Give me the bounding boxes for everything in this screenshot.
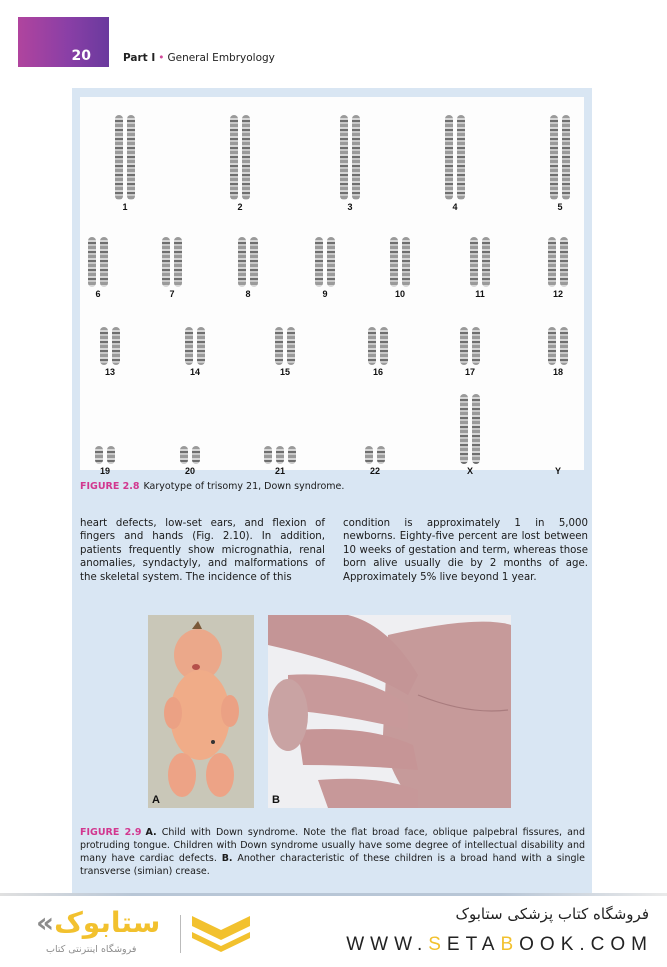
chromosome-21 (260, 394, 300, 476)
chromatid (107, 446, 115, 464)
shop-name: فروشگاه کتاب پزشکی ستابوک (455, 905, 649, 923)
chromatid (95, 446, 103, 464)
chromosome-label: 18 (552, 367, 563, 377)
chromosome-22 (355, 394, 395, 476)
chromatid (88, 237, 96, 287)
child-illustration (148, 615, 254, 808)
chromosome-label: 22 (369, 466, 380, 476)
chromatid (390, 237, 398, 287)
logo-wordmark: ستابوک (54, 906, 161, 939)
photo-a-label: A (152, 794, 160, 806)
url-accent-s: S (428, 934, 447, 955)
chromatid (276, 446, 284, 464)
chromosome-label: 4 (452, 202, 458, 212)
setabook-logo[interactable] (36, 906, 160, 939)
chromatid (185, 327, 193, 365)
chromosome-label: 16 (372, 367, 383, 377)
chromosome-10 (380, 229, 420, 299)
chromosome-8 (228, 229, 268, 299)
chromosome-label: 13 (104, 367, 115, 377)
chromosome-1 (105, 107, 145, 212)
chromatid (560, 237, 568, 287)
url-prefix: WWW. (346, 934, 429, 955)
chromatid (365, 446, 373, 464)
chromosome-label: 7 (169, 289, 175, 299)
chromatid (548, 327, 556, 365)
chromosome-17 (450, 319, 490, 377)
chromosome-label: 11 (475, 289, 485, 299)
chromatid (112, 327, 120, 365)
chromosome-label: 12 (552, 289, 563, 299)
page-number: 20 (71, 48, 91, 64)
chromatid (192, 446, 200, 464)
chromatid (288, 446, 296, 464)
chromatid (174, 237, 182, 287)
chromosome-y (538, 394, 578, 476)
figure-2-8-caption (80, 480, 580, 493)
figure-label: FIGURE 2.8 (80, 481, 140, 492)
chromatid (460, 394, 468, 464)
chromatid (264, 446, 272, 464)
chromatid (197, 327, 205, 365)
photo-b-label: B (272, 794, 280, 806)
chromatid (560, 327, 568, 365)
chromosome-label: 17 (464, 367, 475, 377)
chromatid (472, 394, 480, 464)
logo-tagline: فروشگاه اینترنتی کتاب (46, 944, 137, 955)
chromosome-3 (330, 107, 370, 212)
chromosome-label: 9 (322, 289, 328, 299)
chromosome-5 (540, 107, 580, 212)
chromosome-label: X (466, 466, 473, 476)
part-b-text: Another characteristic of these children is a broad hand with a single transverse (simian) crease. (80, 853, 585, 877)
chromatid (377, 446, 385, 464)
chromatid (327, 237, 335, 287)
part-label: Part I (123, 52, 156, 64)
chromosome-19 (85, 394, 125, 476)
running-head (123, 52, 275, 64)
chromosome-14 (175, 319, 215, 377)
url-mid: ETA (446, 934, 501, 955)
separator: • (158, 52, 165, 64)
chromatid (100, 237, 108, 287)
chromosome-18 (538, 319, 578, 377)
part-a-text: Child with Down syndrome. Note the flat broad face, oblique palpebral fissures, and protruding tongue. Children with Down syndrome usually have some degree of intellectual disability and many have cardiac defects. (80, 827, 585, 864)
hand-illustration (268, 615, 511, 808)
body-text-left: heart defects, low-set ears, and flexion of fingers and hands (Fig. 2.10). In addition, patients frequently show micrognathia, renal anomalies, syndactyly, and malformations of the skeletal system. The incidence of this (80, 518, 325, 583)
section-title: General Embryology (167, 52, 275, 64)
page-number-tab (18, 17, 109, 67)
chromatid (315, 237, 323, 287)
caption-text: Karyotype of trisomy 21, Down syndrome. (143, 481, 345, 492)
chromatid (352, 115, 360, 200)
setabook-emblem-icon (190, 912, 252, 956)
chromosome-label: 14 (189, 367, 200, 377)
chromosome-6 (78, 229, 118, 299)
chromatid (548, 237, 556, 287)
chromosome-label: Y (554, 466, 561, 476)
chromatid (115, 115, 123, 200)
chromosome-label: 19 (99, 466, 110, 476)
chromosome-16 (358, 319, 398, 377)
chromatid (275, 327, 283, 365)
chromatid (470, 237, 478, 287)
karyotype-figure (80, 97, 584, 476)
chromatid (562, 115, 570, 200)
chromosome-label: 6 (95, 289, 101, 299)
chromatid (402, 237, 410, 287)
chromatid (287, 327, 295, 365)
url-accent-b: B (500, 934, 520, 955)
shop-url[interactable] (346, 934, 653, 956)
chevrons-icon: « (36, 906, 55, 939)
chromosome-4 (435, 107, 475, 212)
chromosome-11 (460, 229, 500, 299)
url-suffix: OOK.COM (519, 934, 653, 955)
chromosome-label: 3 (347, 202, 353, 212)
chromatid (100, 327, 108, 365)
photo-hand (268, 615, 511, 808)
chromatid (457, 115, 465, 200)
figure-label: FIGURE 2.9 (80, 827, 142, 838)
chromatid (162, 237, 170, 287)
chromatid (127, 115, 135, 200)
chromatid (250, 237, 258, 287)
chromosome-label: 8 (245, 289, 251, 299)
chromatid (368, 327, 376, 365)
chromosome-label: 20 (184, 466, 195, 476)
chromatid (482, 237, 490, 287)
chromatid (180, 446, 188, 464)
chromosome-label: 10 (394, 289, 405, 299)
chromosome-20 (170, 394, 210, 476)
chromosome-13 (90, 319, 130, 377)
part-a-label: A. (145, 827, 157, 838)
chromatid (550, 115, 558, 200)
chromosome-label: 2 (237, 202, 243, 212)
chromosome-15 (265, 319, 305, 377)
chromatid (445, 115, 453, 200)
chromatid (380, 327, 388, 365)
figure-2-9-caption (80, 826, 585, 878)
chromatid (472, 327, 480, 365)
chromosome-2 (220, 107, 260, 212)
chromosome-7 (152, 229, 192, 299)
part-b-label: B. (221, 853, 233, 864)
chromosome-x (450, 394, 490, 476)
logo-divider (180, 915, 181, 953)
chromatid (242, 115, 250, 200)
chromatid (230, 115, 238, 200)
chromosome-label: 21 (274, 466, 285, 476)
chromosome-9 (305, 229, 345, 299)
body-text-right: condition is approximately 1 in 5,000 newborns. Eighty-five percent are lost between 10 weeks of gestation and term, whereas those born alive usually die by 2 months of age. Approximately 5% live beyond 1 year. (343, 518, 588, 583)
chromatid (340, 115, 348, 200)
chromosome-label: 5 (557, 202, 563, 212)
chromosome-label: 1 (122, 202, 128, 212)
chromosome-label: 15 (279, 367, 290, 377)
chromatid (460, 327, 468, 365)
chromosome-12 (538, 229, 578, 299)
photo-child (148, 615, 254, 808)
chromatid (238, 237, 246, 287)
